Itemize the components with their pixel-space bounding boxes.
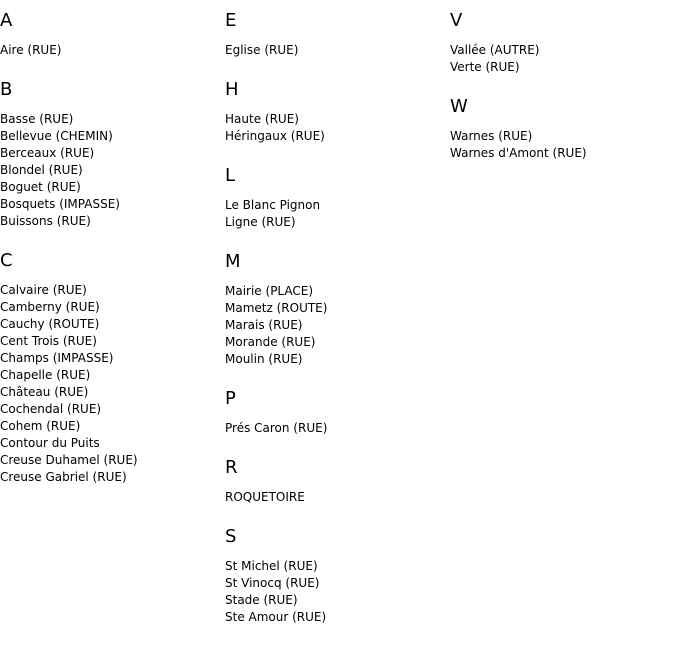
list-item [0, 282, 220, 299]
list-item [450, 42, 670, 59]
street-list [225, 489, 445, 506]
list-item [0, 418, 220, 435]
list-item [0, 469, 220, 486]
street-link[interactable]: Eglise (RUE) [225, 43, 299, 57]
street-link[interactable]: St Michel (RUE) [225, 559, 318, 573]
street-column-3 [450, 10, 670, 182]
list-item [225, 334, 445, 351]
letter-group [0, 250, 220, 486]
street-link[interactable]: Warnes (RUE) [450, 129, 533, 143]
letter-group [225, 251, 445, 368]
list-item [0, 299, 220, 316]
street-link[interactable]: Moulin (RUE) [225, 352, 303, 366]
street-list [225, 558, 445, 626]
street-link[interactable]: Contour du Puits [0, 436, 100, 450]
street-list [225, 111, 445, 145]
street-list [225, 42, 445, 59]
street-link[interactable]: Morande (RUE) [225, 335, 316, 349]
list-item [225, 300, 445, 317]
letter-group [225, 526, 445, 626]
list-item [0, 213, 220, 230]
list-item [450, 59, 670, 76]
list-item [0, 401, 220, 418]
street-link[interactable]: Verte (RUE) [450, 60, 520, 74]
street-link[interactable]: Buissons (RUE) [0, 214, 91, 228]
letter-heading: W [450, 96, 468, 117]
street-link[interactable]: Le Blanc Pignon [225, 198, 321, 212]
letter-group [450, 10, 670, 76]
street-link[interactable]: Boguet (RUE) [0, 180, 81, 194]
letter-group [225, 388, 445, 437]
letter-heading: C [0, 250, 13, 271]
street-link[interactable]: Mairie (PLACE) [225, 284, 314, 298]
street-link[interactable]: Ligne (RUE) [225, 215, 296, 229]
list-item [0, 179, 220, 196]
street-link[interactable]: Héringaux (RUE) [225, 129, 325, 143]
street-link[interactable]: St Vinocq (RUE) [225, 576, 320, 590]
street-list [0, 111, 220, 230]
street-link[interactable]: Mametz (ROUTE) [225, 301, 328, 315]
street-link[interactable]: Ste Amour (RUE) [225, 610, 327, 624]
list-item [225, 128, 445, 145]
list-item [0, 42, 220, 59]
letter-heading: E [225, 10, 237, 31]
letter-heading: R [225, 457, 238, 478]
street-link[interactable]: Bellevue (CHEMIN) [0, 129, 113, 143]
street-list [0, 42, 220, 59]
letter-group [450, 96, 670, 162]
letter-heading: H [225, 79, 239, 100]
street-list [225, 420, 445, 437]
list-item [225, 283, 445, 300]
list-item [450, 128, 670, 145]
list-item [0, 196, 220, 213]
street-list [0, 282, 220, 486]
letter-heading: S [225, 526, 237, 547]
letter-group [0, 79, 220, 230]
list-item [225, 351, 445, 368]
list-item [0, 145, 220, 162]
street-link[interactable]: ROQUETOIRE [225, 490, 305, 504]
list-item [225, 197, 445, 214]
letter-heading: L [225, 165, 236, 186]
list-item [225, 111, 445, 128]
letter-heading: P [225, 388, 236, 409]
street-link[interactable]: Bosquets (IMPASSE) [0, 197, 120, 211]
list-item [0, 111, 220, 128]
street-list [225, 197, 445, 231]
street-link[interactable]: Champs (IMPASSE) [0, 351, 114, 365]
street-link[interactable]: Berceaux (RUE) [0, 146, 95, 160]
street-link[interactable]: Cohem (RUE) [0, 419, 81, 433]
list-item [0, 316, 220, 333]
letter-heading: B [0, 79, 13, 100]
street-column-1 [0, 10, 220, 506]
street-link[interactable]: Marais (RUE) [225, 318, 303, 332]
street-link[interactable]: Chapelle (RUE) [0, 368, 91, 382]
letter-group [0, 10, 220, 59]
letter-group [225, 79, 445, 145]
list-item [0, 162, 220, 179]
letter-heading: V [450, 10, 463, 31]
list-item [0, 435, 220, 452]
letter-group [225, 457, 445, 506]
list-item [0, 452, 220, 469]
street-link[interactable]: Cochendal (RUE) [0, 402, 102, 416]
street-column-2 [225, 10, 445, 646]
list-item [225, 317, 445, 334]
letter-group [225, 10, 445, 59]
street-link[interactable]: Camberny (RUE) [0, 300, 100, 314]
street-link[interactable]: Haute (RUE) [225, 112, 299, 126]
street-link[interactable]: Warnes d'Amont (RUE) [450, 146, 587, 160]
street-link[interactable]: Château (RUE) [0, 385, 89, 399]
list-item [225, 420, 445, 437]
street-link[interactable]: Vallée (AUTRE) [450, 43, 540, 57]
street-link[interactable]: Stade (RUE) [225, 593, 298, 607]
street-link[interactable]: Cauchy (ROUTE) [0, 317, 100, 331]
list-item [0, 384, 220, 401]
list-item [225, 214, 445, 231]
street-link[interactable]: Prés Caron (RUE) [225, 421, 328, 435]
list-item [225, 575, 445, 592]
list-item [0, 367, 220, 384]
list-item [450, 145, 670, 162]
letter-heading: M [225, 251, 241, 272]
list-item [0, 128, 220, 145]
street-list [450, 128, 670, 162]
street-link[interactable]: Calvaire (RUE) [0, 283, 87, 297]
street-link[interactable]: Blondel (RUE) [0, 163, 83, 177]
street-link[interactable]: Creuse Duhamel (RUE) [0, 453, 138, 467]
street-link[interactable]: Cent Trois (RUE) [0, 334, 97, 348]
street-link[interactable]: Creuse Gabriel (RUE) [0, 470, 127, 484]
list-item [225, 592, 445, 609]
list-item [225, 42, 445, 59]
street-link[interactable]: Aire (RUE) [0, 43, 62, 57]
street-link[interactable]: Basse (RUE) [0, 112, 74, 126]
street-list [225, 283, 445, 368]
street-list [450, 42, 670, 76]
list-item [225, 558, 445, 575]
list-item [225, 489, 445, 506]
letter-heading: A [0, 10, 13, 31]
list-item [0, 333, 220, 350]
list-item [225, 609, 445, 626]
list-item [0, 350, 220, 367]
letter-group [225, 165, 445, 231]
